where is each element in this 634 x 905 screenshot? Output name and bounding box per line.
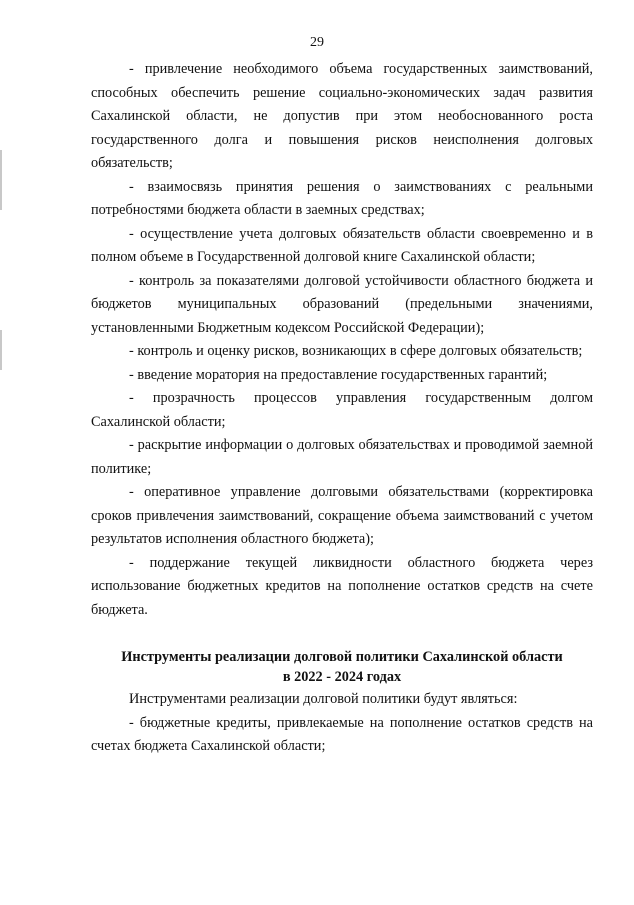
list-item: - привлечение необходимого объема государственных заимствований, способных обеспечить решение социально-экономических задач развития Сахалинской области, не допустив при этом необоснованного роста государственного долга и повышения рисков неисполнения долговых обязательств; bbox=[91, 61, 593, 171]
list-item: - осуществление учета долговых обязательств области своевременно и в полном объеме в Государственной долговой книге Сахалинской области; bbox=[91, 225, 593, 265]
list-item: - контроль и оценку рисков, возникающих в сфере долговых обязательств; bbox=[129, 343, 583, 359]
intro-paragraph: Инструментами реализации долговой политики будут являться: bbox=[129, 691, 518, 707]
document-body bbox=[91, 58, 593, 759]
list-item: - контроль за показателями долговой устойчивости областного бюджета и бюджетов муниципальных образований (предельными значениями, установленными Бюджетным кодексом Российской Федерации); bbox=[91, 272, 593, 336]
page-number: 29 bbox=[310, 35, 324, 50]
list-item: - введение моратория на предоставление государственных гарантий; bbox=[129, 366, 548, 383]
list-item: - оперативное управление долговыми обязательствами (корректировка сроков привлечения заимствований, сокращение объема заимствований с учетом результатов исполнения областного бюджета); bbox=[91, 484, 593, 547]
section-heading bbox=[91, 645, 593, 688]
section-heading-line-1: Инструменты реализации долговой политики Сахалинской области bbox=[121, 649, 563, 665]
scan-margin-mark bbox=[0, 330, 2, 370]
section-heading-line-2: в 2022 - 2024 годах bbox=[282, 669, 402, 685]
list-item: - раскрытие информации о долговых обязательствах и проводимой заемной политике; bbox=[91, 437, 593, 477]
section-spacer bbox=[91, 622, 593, 645]
scan-margin-mark bbox=[0, 150, 2, 210]
list-item: - поддержание текущей ликвидности областного бюджета через использование бюджетных кредитов на пополнение остатков средств на счете бюджета. bbox=[91, 554, 593, 618]
list-item: - взаимосвязь принятия решения о заимствованиях с реальными потребностями бюджета области в заемных средствах; bbox=[91, 178, 593, 218]
list-item: - бюджетные кредиты, привлекаемые на пополнение остатков средств на счетах бюджета Сахалинской области; bbox=[91, 714, 593, 754]
list-item: - прозрачность процессов управления государственным долгом Сахалинской области; bbox=[91, 390, 593, 430]
